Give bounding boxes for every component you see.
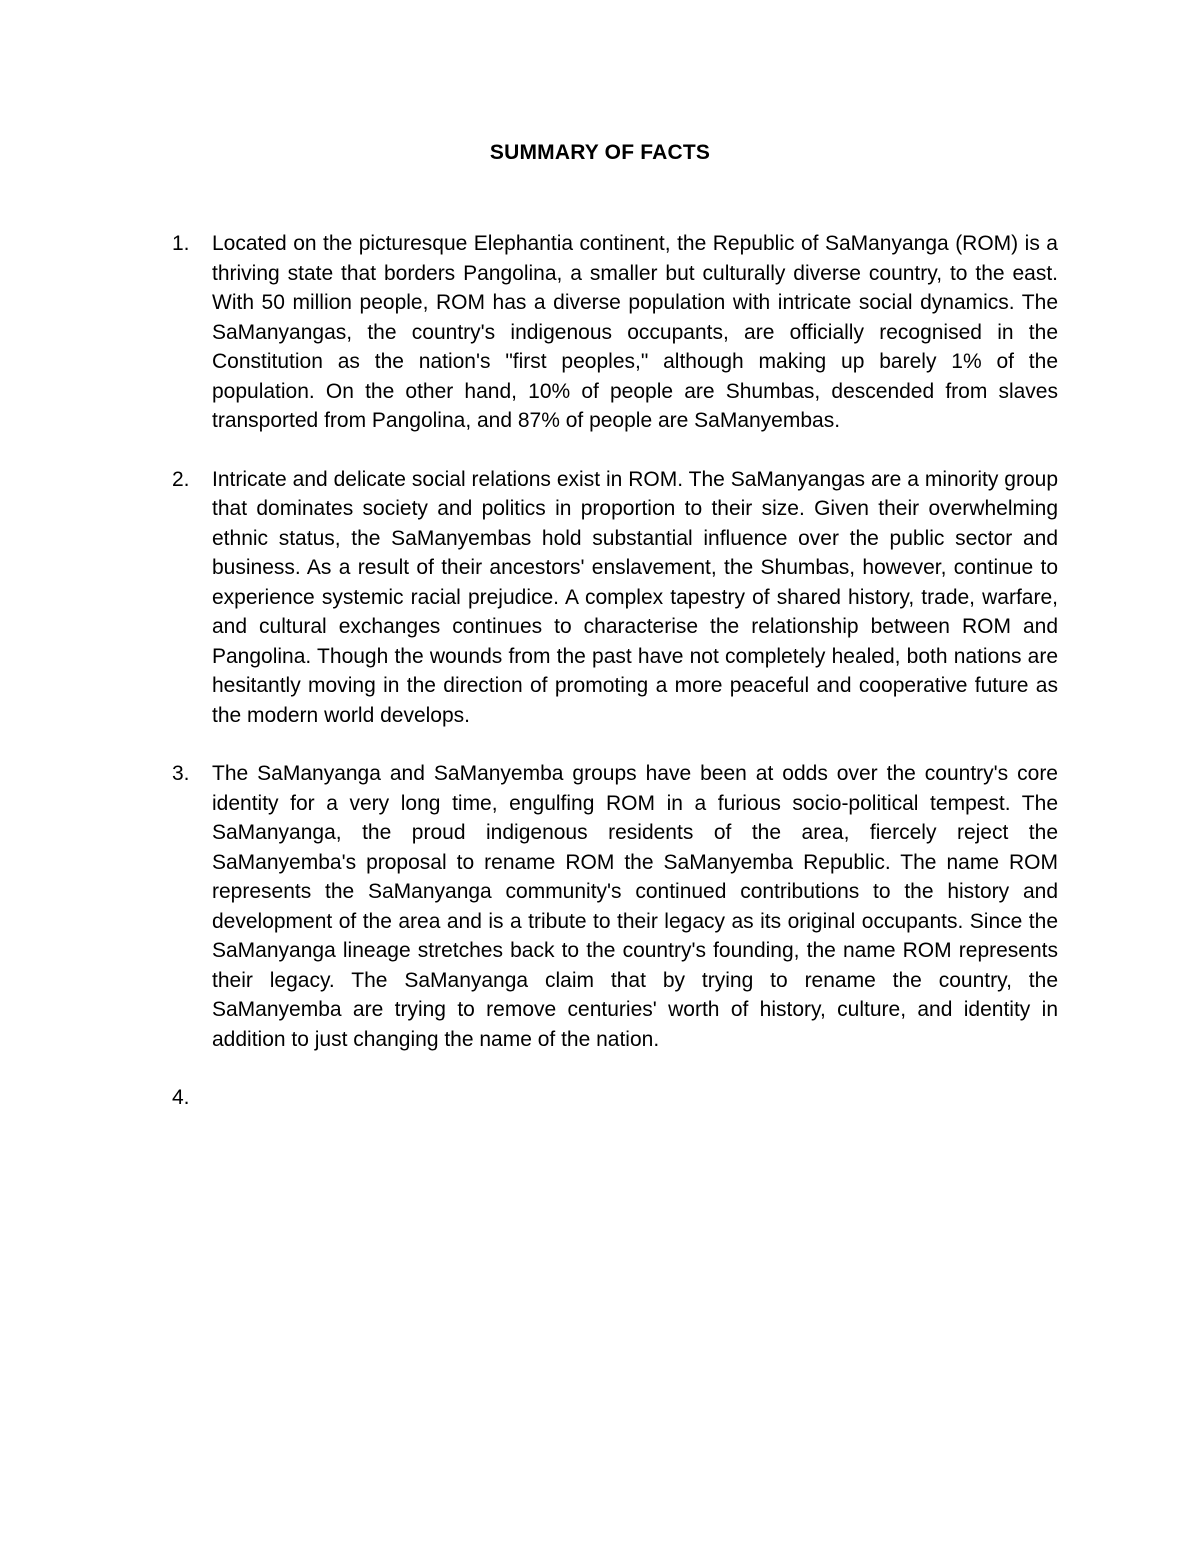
document-title: SUMMARY OF FACTS	[489, 141, 711, 164]
fact-number: 2.	[172, 467, 190, 491]
fact-number: 4.	[172, 1086, 190, 1109]
fact-text	[212, 1083, 1058, 1113]
fact-item	[172, 465, 1058, 731]
fact-item	[172, 229, 1058, 436]
facts-list	[172, 229, 1058, 1142]
fact-number: 1.	[172, 232, 190, 255]
fact-text: Located on the picturesque Elephantia continent, the Republic of SaManyanga (ROM) is a thriving state that borders Pangolina, a smaller but culturally diverse country, to the east. With 50 million people, ROM has a diverse population with intricate social dynamics. The SaManyangas, the country's indigenous occupants, are officially recognised in the Constitution as the nation's "first peoples," although making up barely 1% of the population. On the other hand, 10% of people are Shumbas, descended from slaves transported from Pangolina, and 87% of people are SaManyembas.	[212, 232, 1058, 432]
fact-item	[172, 1083, 1058, 1113]
fact-number: 3.	[172, 762, 190, 785]
fact-text: The SaManyanga and SaManyemba groups have been at odds over the country's core identity for a very long time, engulfing ROM in a furious socio-political tempest. The SaManyanga, the proud indigenous residents of the area, fiercely reject the SaManyemba's proposal to rename ROM the SaManyemba Republic. The name ROM represents the SaManyanga community's continued contributions to the history and development of the area and is a tribute to their legacy as its original occupants. Since the SaManyanga lineage stretches back to the country's founding, the name ROM represents their legacy. The SaManyanga claim that by trying to rename the country, the SaManyemba are trying to remove centuries' worth of history, culture, and identity in addition to just changing the name of the nation.	[212, 762, 1058, 1051]
fact-text: Intricate and delicate social relations exist in ROM. The SaManyangas are a minority group that dominates society and politics in proportion to their size. Given their overwhelming ethnic status, the SaManyembas hold substantial influence over the public sector and business. As a result of their ancestors' enslavement, the Shumbas, however, continue to experience systemic racial prejudice. A complex tapestry of shared history, trade, warfare, and cultural exchanges continues to characterise the relationship between ROM and Pangolina. Though the wounds from the past have not completely healed, both nations are hesitantly moving in the direction of promoting a more peaceful and cooperative future as the modern world develops.	[212, 467, 1058, 727]
fact-item	[172, 759, 1058, 1054]
